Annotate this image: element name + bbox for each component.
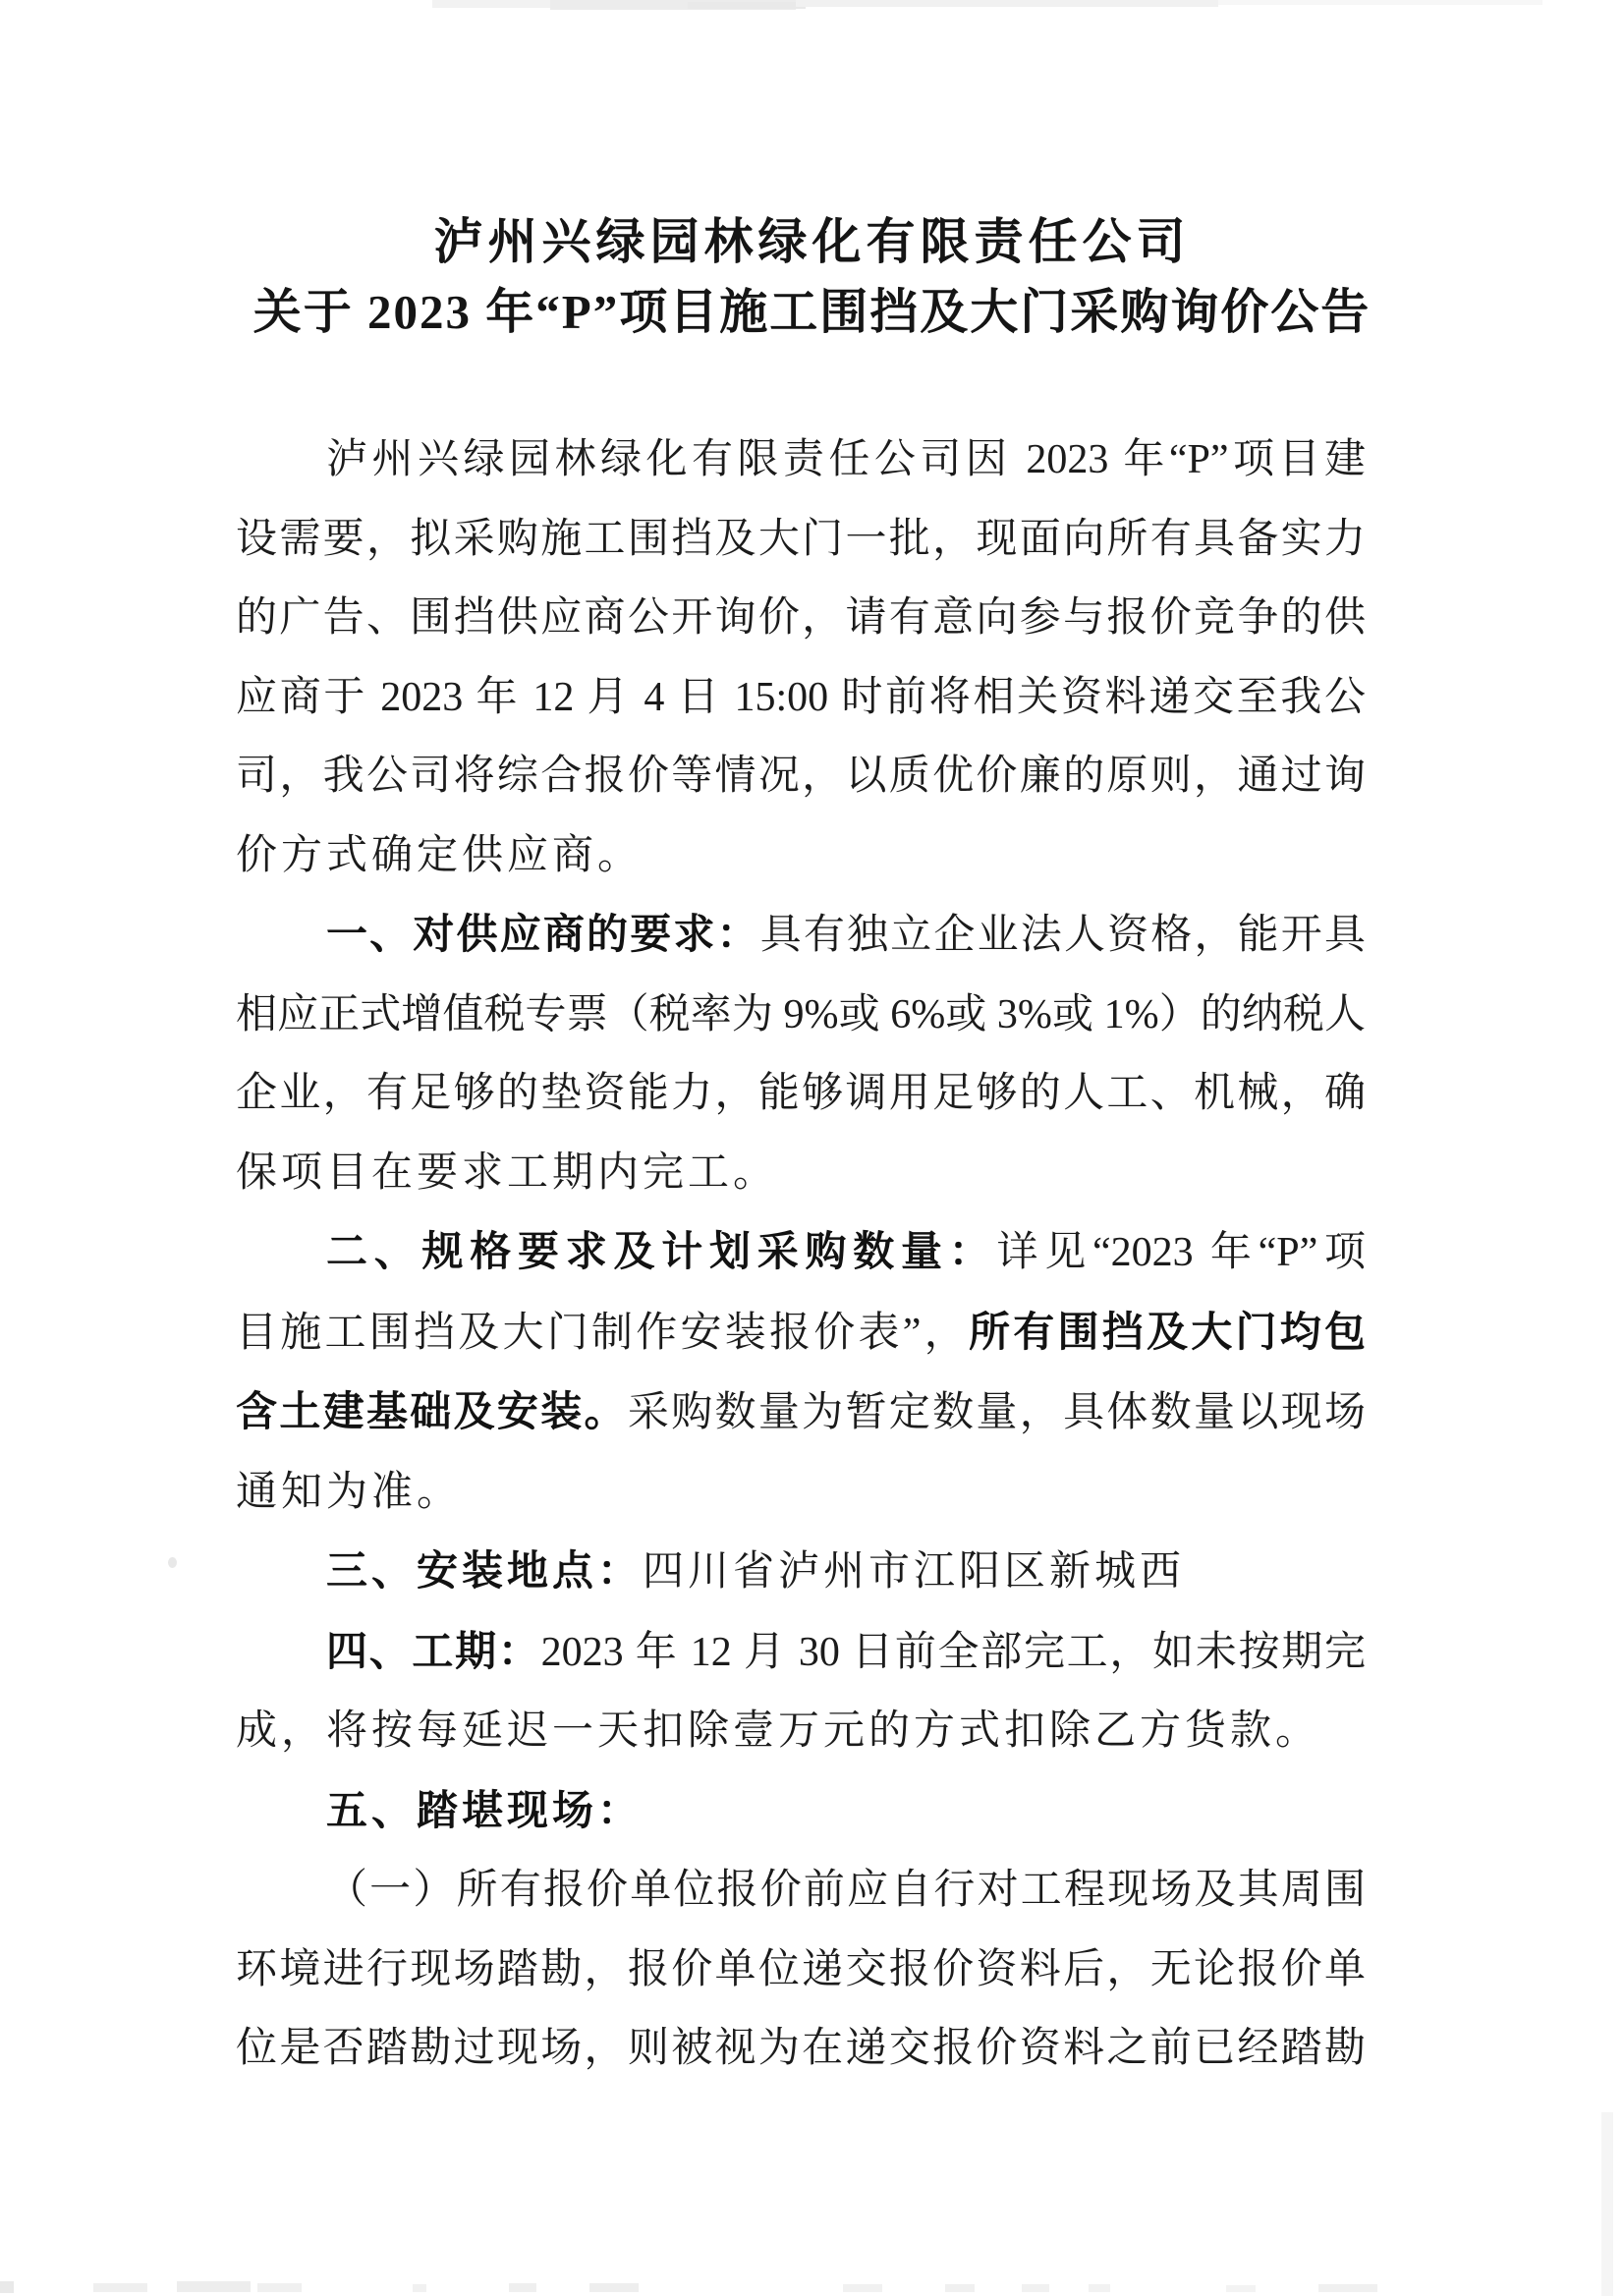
text-line	[236, 1212, 1366, 1293]
scan-artifact-top	[688, 2, 806, 9]
text-segment: 成，将按每延迟一天扣除壹万元的方式扣除乙方货款。	[236, 1708, 1321, 1754]
scan-artifact-top	[1218, 0, 1542, 5]
text-segment: （一）所有报价单位报价前应自行对工程现场及其周围	[326, 1868, 1366, 1913]
text-segment: 的广告、围挡供应商公开询价，请有意向参与报价竞争的供	[236, 595, 1366, 641]
scan-artifact-bottom	[93, 2283, 147, 2292]
text-line	[236, 1134, 1366, 1213]
text-line	[236, 1453, 1366, 1533]
scan-artifact-top	[550, 0, 796, 10]
text-segment: 采购数量为暂定数量，具体数量以现场	[627, 1390, 1366, 1435]
text-line	[236, 1851, 1366, 1931]
text-line	[236, 1692, 1366, 1771]
text-segment: 相应正式增值税专票（税率为 9%或 6%或 3%或 1%）的纳税人	[236, 991, 1366, 1037]
scan-artifact-streak	[1601, 2112, 1613, 2296]
bold-heading-segment: 三、安装地点：	[326, 1547, 644, 1594]
text-line	[236, 1612, 1366, 1693]
text-line	[236, 579, 1366, 658]
text-segment: 详见“2023 年“P”项	[996, 1230, 1366, 1275]
text-segment: 四川省泸州市江阳区新城西	[643, 1549, 1186, 1595]
text-line	[236, 658, 1366, 738]
scan-artifact-bottom	[1226, 2285, 1256, 2292]
text-segment: 泸州兴绿园林绿化有限责任公司因 2023 年“P”项目建	[326, 437, 1366, 482]
scan-artifact-bottom	[843, 2284, 882, 2292]
text-line	[236, 2009, 1366, 2089]
text-line	[236, 976, 1366, 1055]
scan-artifact-top	[432, 0, 550, 8]
scan-artifact-bottom	[1318, 2284, 1377, 2292]
text-line	[236, 420, 1366, 500]
text-segment: 保项目在要求工期内完工。	[236, 1149, 779, 1196]
bold-heading-segment: 含土建基础及安装。	[236, 1388, 628, 1434]
scan-artifact-bottom	[413, 2284, 426, 2292]
text-line	[236, 1931, 1366, 2010]
text-line	[236, 816, 1366, 896]
text-line	[236, 1771, 1366, 1852]
bold-heading-segment: 五、踏堪现场：	[326, 1786, 644, 1833]
text-segment: 通知为准。	[236, 1469, 463, 1515]
text-segment: 具有独立企业法人资格，能开具	[759, 913, 1366, 958]
scan-artifact-bottom	[509, 2283, 536, 2292]
scan-artifact-bottom	[589, 2283, 639, 2292]
text-segment: 企业，有足够的垫资能力，能够调用足够的人工、机械，确	[236, 1071, 1366, 1116]
text-segment: 司，我公司将综合报价等情况，以质优价廉的原则，通过询	[236, 754, 1366, 799]
text-line	[236, 1293, 1366, 1373]
bold-heading-segment: 二、规格要求及计划采购数量：	[326, 1228, 997, 1274]
text-segment: 价方式确定供应商。	[236, 832, 644, 878]
text-line	[236, 737, 1366, 816]
document-body	[236, 420, 1366, 2089]
text-segment: 目施工围挡及大门制作安装报价表”，	[236, 1310, 969, 1356]
bold-heading-segment: 一、对供应商的要求：	[326, 911, 760, 957]
scan-artifact-bottom	[1022, 2284, 1049, 2292]
text-segment: 位是否踏勘过现场，则被视为在递交报价资料之前已经踏勘	[236, 2026, 1366, 2071]
text-segment: 2023 年 12 月 30 日前全部完工，如未按期完	[540, 1629, 1366, 1675]
bold-heading-segment: 四、工期：	[326, 1627, 541, 1674]
scan-artifact-speck	[168, 1557, 177, 1568]
doc-title-company: 泸州兴绿园林绿化有限责任公司	[433, 214, 1191, 269]
scan-artifact-bottom	[1089, 2284, 1110, 2292]
bold-heading-segment: 所有围挡及大门均包	[968, 1308, 1366, 1355]
text-segment: 应商于 2023 年 12 月 4 日 15:00 时前将相关资料递交至我公	[236, 674, 1366, 720]
doc-title-subject: 关于 2023 年“P”项目施工围挡及大门采购询价公告	[252, 285, 1372, 339]
scan-artifact-bottom	[257, 2283, 302, 2292]
scan-artifact-bottom	[945, 2284, 975, 2292]
scan-artifact-top	[796, 0, 1218, 7]
text-segment: 环境进行现场踏勘，报价单位递交报价资料后，无论报价单	[236, 1946, 1366, 1992]
text-line	[236, 895, 1366, 976]
text-line	[236, 1054, 1366, 1134]
text-line	[236, 500, 1366, 580]
text-segment: 设需要，拟采购施工围挡及大门一批，现面向所有具备实力	[236, 516, 1366, 562]
scan-artifact-bottom	[0, 2281, 14, 2293]
text-line	[236, 1372, 1366, 1453]
scan-artifact-bottom	[177, 2281, 251, 2292]
text-line	[236, 1532, 1366, 1612]
